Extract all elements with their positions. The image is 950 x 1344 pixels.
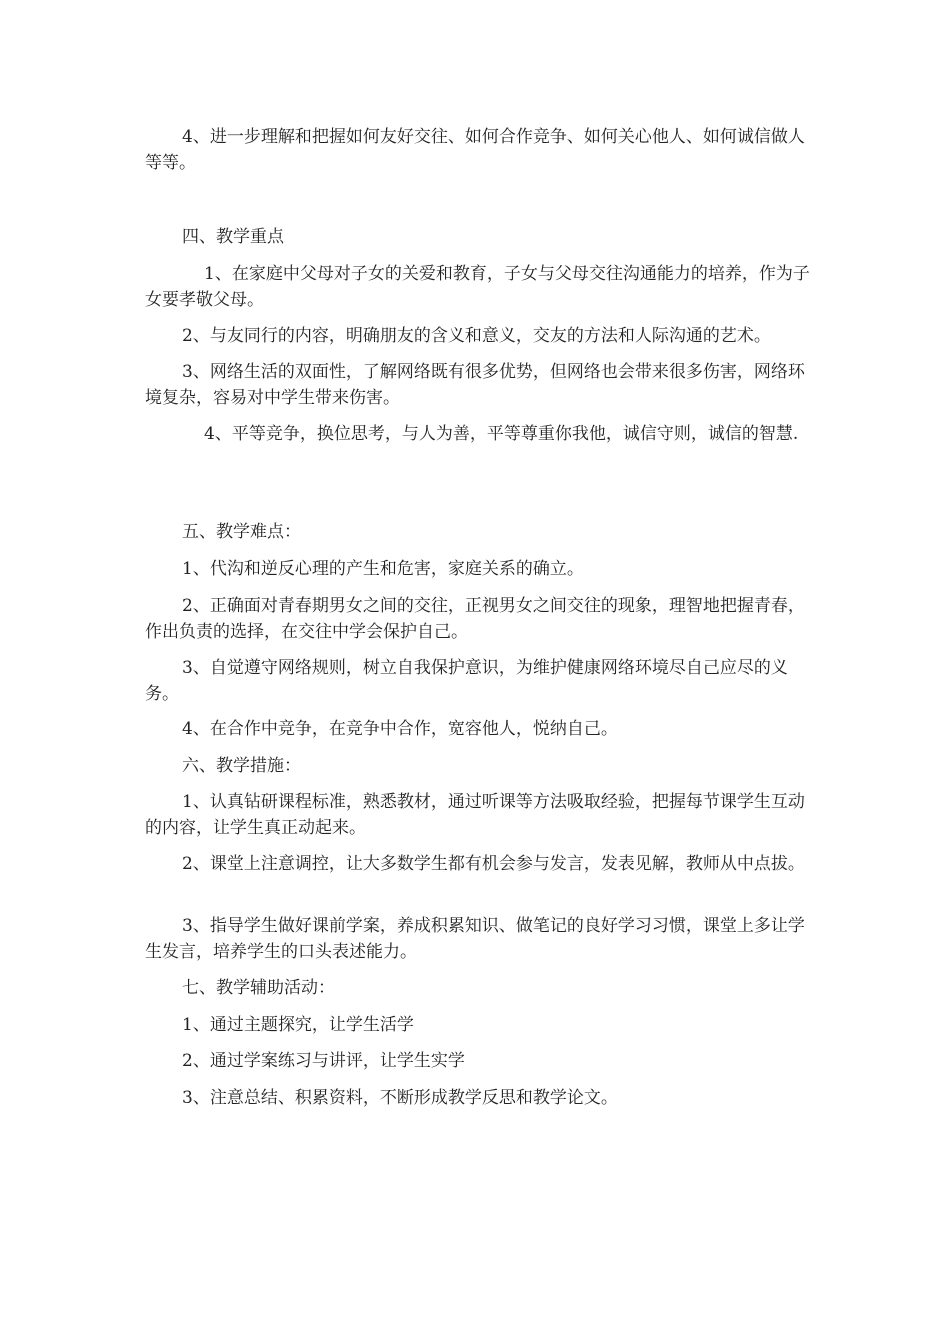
- paragraph-goal-4: 4、进一步理解和把握如何友好交往、如何合作竞争、如何关心他人、如何诚信做人等等。: [145, 127, 805, 173]
- paragraph-activity-1: 1、通过主题探究，让学生活学: [182, 1015, 414, 1035]
- section-heading-measures: 六、教学措施：: [182, 756, 301, 776]
- paragraph-key-point-3: 3、网络生活的双面性，了解网络既有很多优势，但网络也会带来很多伤害，网络环境复杂，容易对中学生带来伤害。: [145, 362, 805, 408]
- paragraph-key-point-1: 1、在家庭中父母对子女的关爱和教育，子女与父母交往沟通能力的培养，作为子女要孝敬父母。: [145, 264, 810, 310]
- section-heading-activities: 七、教学辅助活动：: [182, 978, 335, 998]
- section-heading-difficulties: 五、教学难点：: [182, 522, 301, 542]
- paragraph-measure-1: 1、认真钻研课程标准，熟悉教材，通过听课等方法吸取经验，把握每节课学生互动的内容，让学生真正动起来。: [145, 792, 805, 838]
- paragraph-measure-2: 2、课堂上注意调控，让大多数学生都有机会参与发言，发表见解，教师从中点拔。: [182, 854, 805, 874]
- paragraph-difficulty-2: 2、正确面对青春期男女之间的交往，正视男女之间交往的现象，理智地把握青春，作出负责的选择，在交往中学会保护自己。: [145, 596, 805, 642]
- paragraph-activity-3: 3、注意总结、积累资料，不断形成教学反思和教学论文。: [182, 1088, 618, 1108]
- paragraph-difficulty-1: 1、代沟和逆反心理的产生和危害，家庭关系的确立。: [182, 559, 584, 579]
- paragraph-difficulty-3: 3、自觉遵守网络规则，树立自我保护意识，为维护健康网络环境尽自己应尽的义务。: [145, 658, 788, 704]
- paragraph-measure-3: 3、指导学生做好课前学案，养成积累知识、做笔记的良好学习习惯，课堂上多让学生发言，培养学生的口头表述能力。: [145, 916, 805, 962]
- paragraph-activity-2: 2、通过学案练习与讲评，让学生实学: [182, 1051, 465, 1071]
- paragraph-difficulty-4: 4、在合作中竞争，在竞争中合作，宽容他人，悦纳自己。: [182, 719, 618, 739]
- section-heading-key-points: 四、教学重点: [182, 227, 284, 247]
- paragraph-key-point-2: 2、与友同行的内容，明确朋友的含义和意义，交友的方法和人际沟通的艺术。: [182, 326, 771, 346]
- paragraph-key-point-4: 4、平等竞争，换位思考，与人为善，平等尊重你我他，诚信守则，诚信的智慧.: [204, 424, 799, 444]
